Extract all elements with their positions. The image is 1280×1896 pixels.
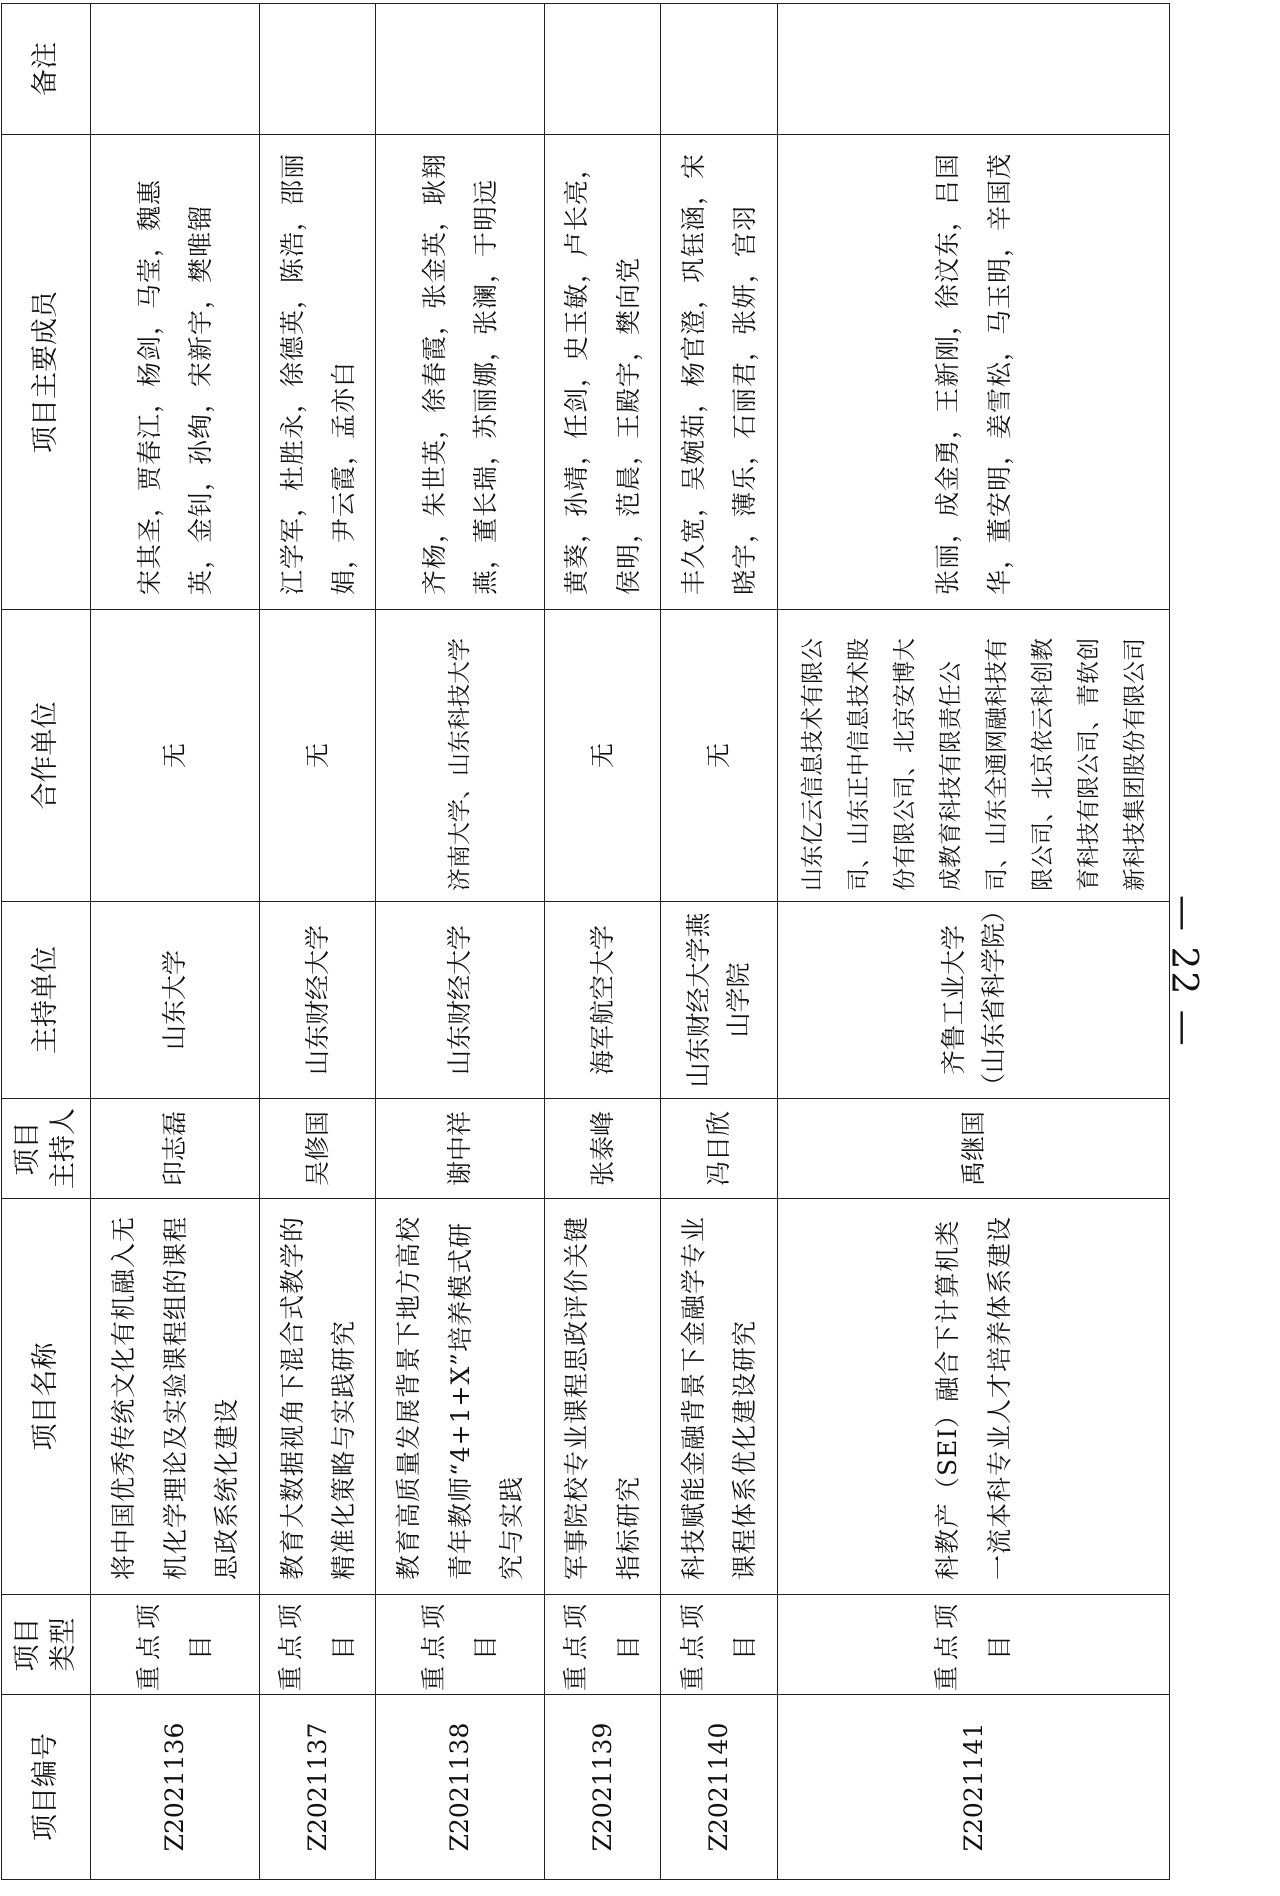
cell-host: 齐鲁工业大学（山东省科学院） — [778, 902, 1170, 1099]
cell-leader: 禹继国 — [778, 1099, 1170, 1199]
cell-members: 江学军，杜胜永，徐德英，陈浩，邵丽娟，尹云霞，孟亦白 — [260, 135, 376, 610]
cell-host: 山东财经大学 — [260, 902, 376, 1099]
header-row — [2, 4, 91, 1880]
cell-leader: 谢中祥 — [376, 1099, 545, 1199]
table-row — [91, 4, 260, 1880]
cell-id: Z2021138 — [376, 1695, 545, 1880]
cell-type: 重点项目 — [376, 1595, 545, 1695]
cell-name: 教育大数据视角下混合式教学的精准化策略与实践研究 — [260, 1199, 376, 1595]
cell-remark — [545, 4, 661, 135]
header-partner: 合作单位 — [2, 610, 91, 902]
cell-leader: 张泰峰 — [545, 1099, 661, 1199]
cell-remark — [376, 4, 545, 135]
cell-host: 山东财经大学燕山学院 — [661, 902, 778, 1099]
cell-partner: 无 — [91, 610, 260, 902]
cell-leader: 吴修国 — [260, 1099, 376, 1199]
table-row — [661, 4, 778, 1880]
header-leader-line2: 主持人 — [48, 1108, 80, 1189]
table-row — [545, 4, 661, 1880]
header-leader — [2, 1099, 91, 1199]
cell-type: 重点项目 — [545, 1595, 661, 1695]
cell-host: 海军航空大学 — [545, 902, 661, 1099]
cell-name: 军事院校专业课程思政评价关键指标研究 — [545, 1199, 661, 1595]
cell-name: 将中国优秀传统文化有机融入无机化学理论及实验课程组的课程思政系统化建设 — [91, 1199, 260, 1595]
cell-host: 山东财经大学 — [376, 902, 545, 1099]
cell-members: 黄葵，孙靖，任剑，史玉敏，卢长亮，侯明，范晨，王殿宇，樊向党 — [545, 135, 661, 610]
cell-members: 丰久宽，吴婉茹，杨官澄，巩钰涵，宋晓宇，薄乐，石丽君，张妍，宫羽 — [661, 135, 778, 610]
cell-name: 教育高质量发展背景下地方高校青年教师“4+1+X”培养模式研究与实践 — [376, 1199, 545, 1595]
page-number: — 22 — — [1163, 895, 1204, 1048]
header-name: 项目名称 — [2, 1199, 91, 1595]
cell-remark — [778, 4, 1170, 135]
cell-id: Z2021140 — [661, 1695, 778, 1880]
cell-partner: 无 — [260, 610, 376, 902]
cell-remark — [661, 4, 778, 135]
cell-leader: 印志磊 — [91, 1099, 260, 1199]
header-host: 主持单位 — [2, 902, 91, 1099]
header-id: 项目编号 — [2, 1695, 91, 1880]
cell-id: Z2021141 — [778, 1695, 1170, 1880]
header-type-line2: 类型 — [48, 1617, 80, 1672]
header-leader-line1: 项目 — [11, 1121, 43, 1176]
cell-partner: 济南大学、山东科技大学 — [376, 610, 545, 902]
header-remark: 备注 — [2, 4, 91, 135]
cell-members: 张丽，成金勇，王新刚，徐汶东，吕国华，董安明，姜雪松，马玉明，辛国茂 — [778, 135, 1170, 610]
header-type-line1: 项目 — [11, 1617, 43, 1672]
cell-name: 科技赋能金融背景下金融学专业课程体系优化建设研究 — [661, 1199, 778, 1595]
header-members: 项目主要成员 — [2, 135, 91, 610]
table-row — [376, 4, 545, 1880]
cell-remark — [260, 4, 376, 135]
cell-partner: 无 — [661, 610, 778, 902]
cell-leader: 冯日欣 — [661, 1099, 778, 1199]
table-row — [260, 4, 376, 1880]
cell-partner: 无 — [545, 610, 661, 902]
header-type — [2, 1595, 91, 1695]
cell-type: 重点项目 — [661, 1595, 778, 1695]
cell-host: 山东大学 — [91, 902, 260, 1099]
cell-id: Z2021136 — [91, 1695, 260, 1880]
cell-type: 重点项目 — [91, 1595, 260, 1695]
cell-members: 宋其圣，贾春江，杨剑，马莹，魏惠英，金钊，孙绚，宋新宇，樊唯镏 — [91, 135, 260, 610]
cell-id: Z2021139 — [545, 1695, 661, 1880]
cell-id: Z2021137 — [260, 1695, 376, 1880]
project-table — [1, 3, 1170, 1880]
cell-type: 重点项目 — [778, 1595, 1170, 1695]
cell-remark — [91, 4, 260, 135]
cell-name: 科教产（SEI）融合下计算机类一流本科专业人才培养体系建设 — [778, 1199, 1170, 1595]
cell-type: 重点项目 — [260, 1595, 376, 1695]
cell-members: 齐杨，朱世英，徐春霞，张金英，耿翔燕，董长瑞，苏丽娜，张澜，于明远 — [376, 135, 545, 610]
cell-partner: 山东亿云信息技术有限公司、山东正中信息技术股份有限公司、北京安博大成教育科技有限责任公司、山东全通网融科技有限公司、北京依云科创教育科技有限公司、青软创新科技集团股份有限公司 — [778, 610, 1170, 902]
